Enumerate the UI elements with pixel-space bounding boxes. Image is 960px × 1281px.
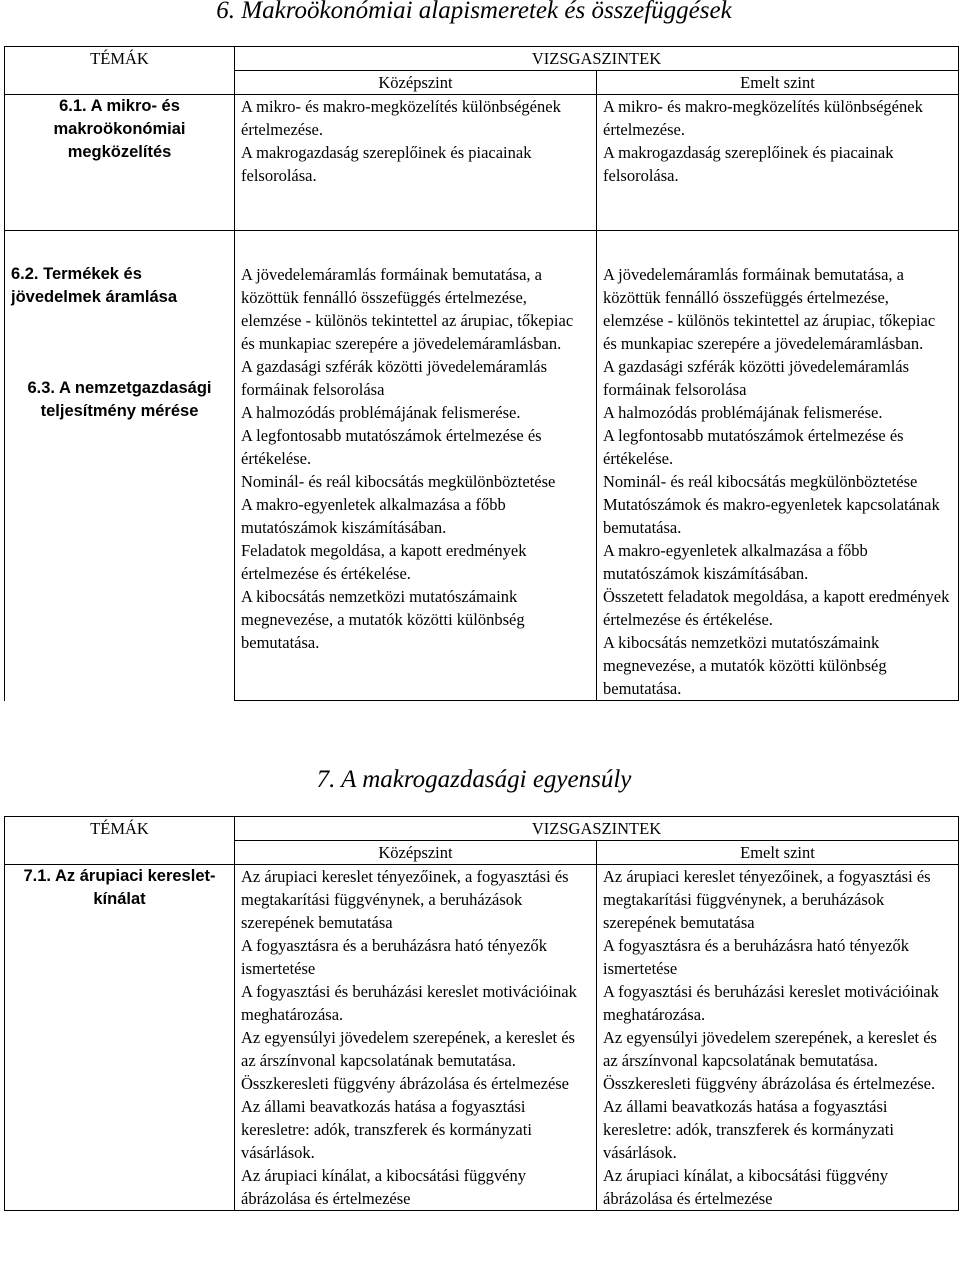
adv-6-3-item: Nominál- és reál kibocsátás megkülönböztetése [603,472,918,491]
mid-6-2-item: A jövedelemáramlás formáinak bemutatása, a közöttük fennálló összefüggés értelmezése, elemzése - különös tekintettel az árupiac, tőkepiac és munkapiac szerepére a jövedelemáramlásban. [241,265,574,353]
mid-6-1 [235,95,597,231]
mid-7-1-item: Az egyensúlyi jövedelem szerepének, a kereslet és az árszínvonal kapcsolatának bemutatása. [241,1028,575,1070]
adv-7-1 [597,865,959,1211]
advanced-level-header-7: Emelt szint [597,841,959,865]
adv-6-2-item: A gazdasági szférák közötti jövedelemáramlás formáinak felsorolása [603,357,910,399]
topics-header-7: TÉMÁK [5,817,235,865]
adv-7-1-item: A fogyasztásra és a beruházásra ható tényezők ismertetése [603,936,910,978]
adv-6-3-item: A makro-egyenletek alkalmazása a főbb mutatószámok kiszámításában. [603,541,868,583]
mid-6-3-item: A kibocsátás nemzetközi mutatószámaink megnevezése, a mutatók közötti különbség bemutatása. [241,587,525,652]
adv-6-2-item: A jövedelemáramlás formáinak bemutatása, a közöttük fennálló összefüggés értelmezése, elemzése - különös tekintettel az árupiac, tőkepiac és munkapiac szerepére a jövedelemáramlásban. [603,265,936,353]
topics-6-2-6-3 [5,231,235,701]
adv-6-3-item: A legfontosabb mutatószámok értelmezése és értékelése. [603,426,904,468]
adv-6-1-item: A makrogazdaság szereplőinek és piacainak felsorolása. [603,143,894,185]
mid-6-3-item: A halmozódás problémájának felismerése. [241,403,521,422]
adv-6-1 [597,95,959,231]
mid-6-3-item: Nominál- és reál kibocsátás megkülönböztetése [241,472,556,491]
mid-level-header: Középszint [235,71,597,95]
mid-7-1-item: Az állami beavatkozás hatása a fogyasztási keresletre: adók, transzferek és kormányzati vásárlások. [241,1097,532,1162]
adv-7-1-item: A fogyasztási és beruházási kereslet motivációinak meghatározása. [603,982,939,1024]
adv-7-1-item: Az árupiaci kereslet tényezőinek, a fogyasztási és megtakarítási függvénynek, a beruházások szerepének bemutatása [603,867,931,932]
section-6-table [4,46,959,701]
topic-6-1: 6.1. A mikro- és makroökonómiai megközelítés [5,95,235,231]
adv-6-3-item: A kibocsátás nemzetközi mutatószámaink megnevezése, a mutatók közötti különbség bemutatása. [603,633,887,698]
mid-6-2-6-3 [235,231,597,701]
adv-7-1-item: Az árupiaci kínálat, a kibocsátási függvény ábrázolása és értelmezése [603,1166,888,1208]
mid-6-3-item: A legfontosabb mutatószámok értelmezése és értékelése. [241,426,542,468]
adv-7-1-item: Összkeresleti függvény ábrázolása és értelmezése. [603,1074,936,1093]
adv-6-3-item: A halmozódás problémájának felismerése. [603,403,883,422]
mid-6-2-item: A gazdasági szférák közötti jövedelemáramlás formáinak felsorolása [241,357,548,399]
exam-levels-header-7: VIZSGASZINTEK [235,817,959,841]
mid-7-1-item: Az árupiaci kínálat, a kibocsátási függvény ábrázolása és értelmezése [241,1166,526,1208]
mid-7-1-item: A fogyasztási és beruházási kereslet motivációinak meghatározása. [241,982,577,1024]
topics-header: TÉMÁK [5,47,235,95]
adv-6-1-item: A mikro- és makro-megközelítés különbségének értelmezése. [603,97,923,139]
mid-6-1-item: A makrogazdaság szereplőinek és piacainak felsorolása. [241,143,532,185]
adv-7-1-item: Az állami beavatkozás hatása a fogyasztási keresletre: adók, transzferek és kormányzati vásárlások. [603,1097,894,1162]
mid-6-1-item: A mikro- és makro-megközelítés különbségének értelmezése. [241,97,561,139]
topic-6-3: 6.3. A nemzetgazdasági teljesítmény mérése [27,379,212,420]
topic-6-2: 6.2. Termékek és jövedelmek áramlása [11,265,178,306]
adv-6-3-item: Mutatószámok és makro-egyenletek kapcsolatának bemutatása. [603,495,940,537]
topic-7-1: 7.1. Az árupiaci kereslet-kínálat [5,865,235,1211]
adv-6-2-6-3 [597,231,959,701]
exam-levels-header: VIZSGASZINTEK [235,47,959,71]
mid-6-3-item: Feladatok megoldása, a kapott eredmények értelmezése és értékelése. [241,541,527,583]
adv-6-3-item: Összetett feladatok megoldása, a kapott eredmények értelmezése és értékelése. [603,587,950,629]
section-7-title: 7. A makrogazdasági egyensúly [316,766,632,793]
mid-7-1-item: A fogyasztásra és a beruházásra ható tényezők ismertetése [241,936,548,978]
section-6-title: 6. Makroökonómiai alapismeretek és összefüggések [216,0,732,24]
mid-level-header-7: Középszint [235,841,597,865]
mid-7-1-item: Az árupiaci kereslet tényezőinek, a fogyasztási és megtakarítási függvénynek, a beruházások szerepének bemutatása [241,867,569,932]
mid-6-3-item: A makro-egyenletek alkalmazása a főbb mutatószámok kiszámításában. [241,495,506,537]
adv-7-1-item: Az egyensúlyi jövedelem szerepének, a kereslet és az árszínvonal kapcsolatának bemutatása. [603,1028,937,1070]
advanced-level-header: Emelt szint [597,71,959,95]
mid-7-1 [235,865,597,1211]
mid-7-1-item: Összkeresleti függvény ábrázolása és értelmezése [241,1074,570,1093]
section-7-table [4,816,959,1211]
